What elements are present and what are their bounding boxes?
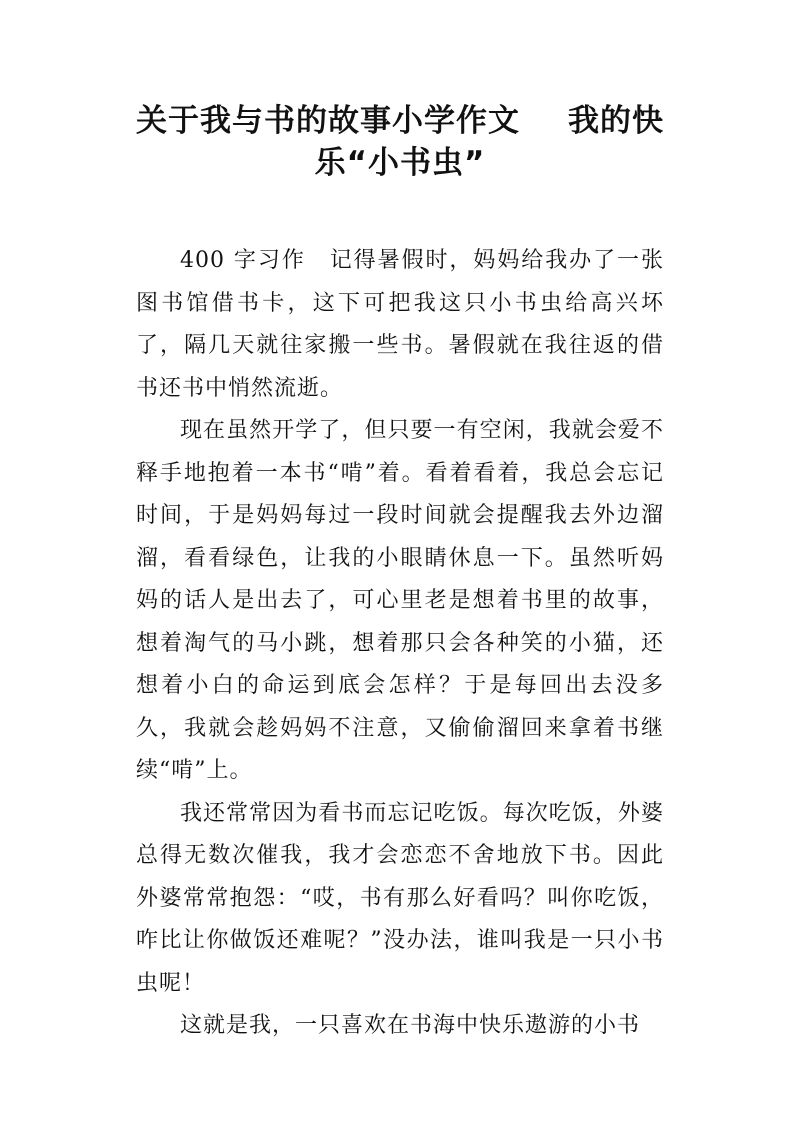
title-main: 关于我与书的故事小学作文: [136, 103, 520, 139]
paragraph-4: 这就是我，一只喜欢在书海中快乐遨游的小书: [180, 1013, 641, 1038]
paragraph-1: 400 字习作 记得暑假时，妈妈给我办了一张图书馆借书卡，这下可把我这只小书虫给高兴坏了，隔几天就往家搬一些书。暑假就在我往返的借书还书中悄然流逝。: [136, 248, 664, 401]
paragraph-3: 我还常常因为看书而忘记吃饭。每次吃饭，外婆总得无数次催我，我才会恋恋不舍地放下书。因此外婆常常抱怨：“哎，书有那么好看吗？叫你吃饭，咋比让你做饭还难呢？”没办法，谁叫我是一只小书虫呢！: [136, 800, 664, 996]
document-body: [136, 240, 664, 1048]
document-title: [120, 100, 680, 184]
title-sub: 我的快乐“小书虫”: [314, 103, 664, 181]
paragraph-2: 现在虽然开学了，但只要一有空闲，我就会爱不释手地抱着一本书“啃”着。看着看着，我总会忘记时间，于是妈妈每过一段时间就会提醒我去外边溜溜，看看绿色，让我的小眼睛休息一下。虽然听妈妈的话人是出去了，可心里老是想着书里的故事，想着淘气的马小跳，想着那只会各种笑的小猫，还想着小白的命运到底会怎样？于是每回出去没多久，我就会趁妈妈不注意，又偷偷溜回来拿着书继续“啃”上。: [136, 418, 664, 783]
